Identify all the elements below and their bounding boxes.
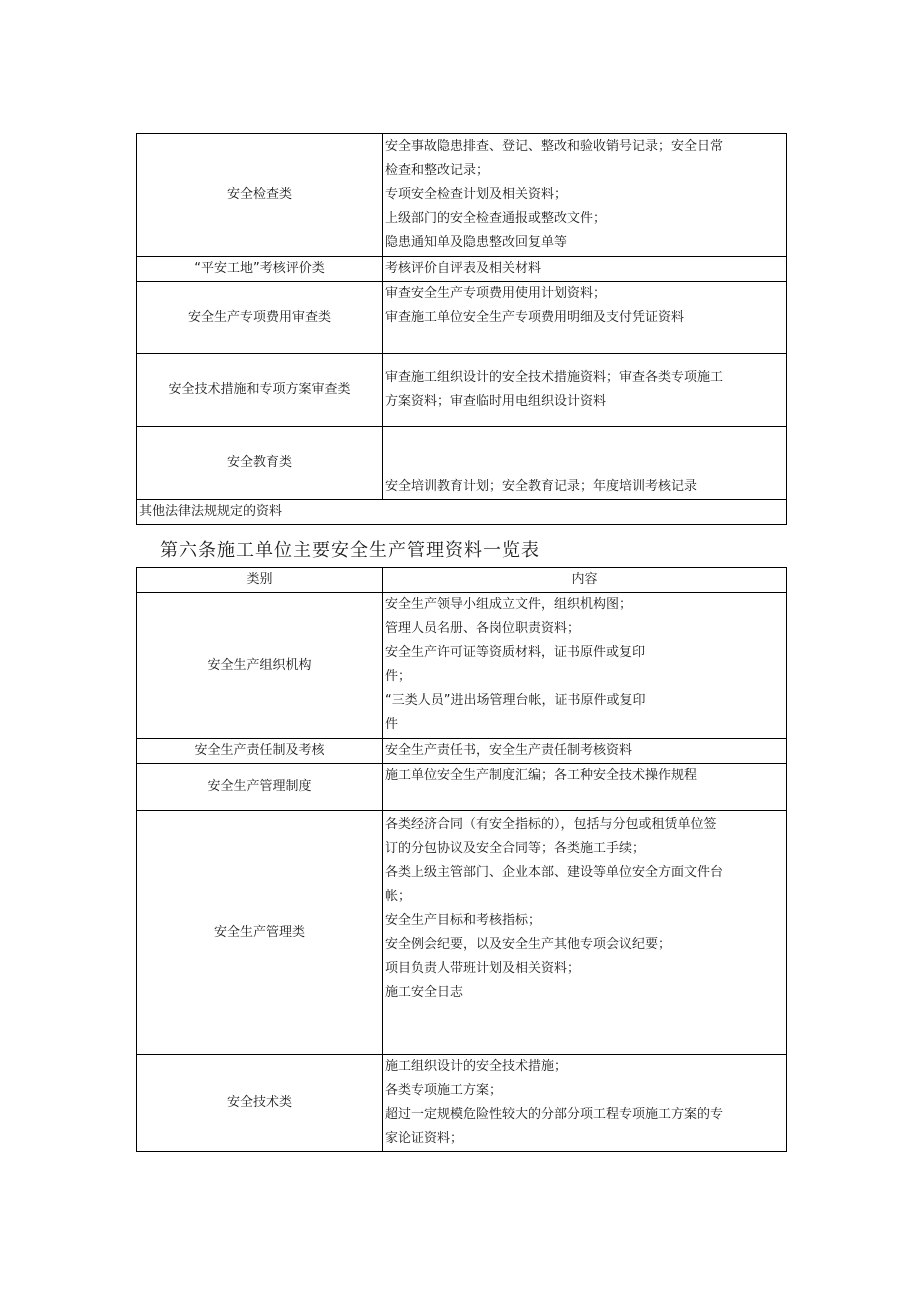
content-line: 检查和整改记录； — [385, 163, 490, 178]
content-cell — [383, 427, 787, 500]
content-line: 项目负责人带班计划及相关资料； — [385, 961, 581, 976]
content-line: 各类上级主管部门、企业本部、建设等单位安全方面文件台 — [385, 865, 724, 880]
table-header-row — [137, 568, 787, 593]
table-row — [137, 593, 787, 739]
content-line: 专项安全检查计划及相关资料； — [385, 187, 568, 202]
table-supervision-safety-records — [136, 133, 787, 525]
content-cell — [383, 739, 787, 764]
content-line: 件； — [385, 669, 412, 684]
content-line: 帐； — [385, 889, 412, 904]
column-header-category: 类别 — [137, 568, 383, 593]
category-cell: 安全教育类 — [137, 427, 383, 500]
content-cell — [383, 257, 787, 282]
content-line: 安全例会纪要，以及安全生产其他专项会议纪要； — [385, 937, 672, 952]
category-cell: 安全技术类 — [137, 1055, 383, 1152]
category-cell: 安全技术措施和专项方案审查类 — [137, 354, 383, 427]
content-cell — [383, 764, 787, 811]
category-cell: “平安工地”考核评价类 — [137, 257, 383, 282]
content-line: 上级部门的安全检查通报或整改文件； — [385, 211, 607, 226]
category-cell: 安全生产专项费用审查类 — [137, 282, 383, 354]
content-line: 施工单位安全生产制度汇编；各工种安全技术操作规程 — [385, 768, 698, 783]
table-row — [137, 1055, 787, 1152]
content-line: 件 — [385, 717, 399, 732]
content-cell — [383, 134, 787, 257]
content-line: 施工组织设计的安全技术措施； — [385, 1059, 568, 1074]
table-row — [137, 427, 787, 500]
content-line: 安全生产责任书，安全生产责任制考核资料 — [385, 743, 633, 758]
content-line: 审查施工组织设计的安全技术措施资料；审查各类专项施工 — [385, 370, 724, 385]
content-line: 施工安全日志 — [385, 985, 464, 1000]
table-row — [137, 134, 787, 257]
table-row — [137, 257, 787, 282]
table-row — [137, 739, 787, 764]
content-line: 订的分包协议及安全合同等；各类施工手续； — [385, 841, 646, 856]
table-row — [137, 500, 787, 525]
table-row — [137, 354, 787, 427]
column-header-content: 内容 — [383, 568, 787, 593]
footer-cell: 其他法律法规规定的资料 — [137, 500, 787, 525]
content-cell — [383, 1055, 787, 1152]
content-line: 安全生产许可证等资质材料，证书原件或复印 — [385, 645, 646, 660]
content-line: 家论证资料； — [385, 1131, 464, 1146]
content-line: 各类专项施工方案； — [385, 1083, 503, 1098]
content-cell — [383, 593, 787, 739]
content-line: 方案资料；审查临时用电组织设计资料 — [385, 394, 607, 409]
content-line: 安全培训教育计划；安全教育记录；年度培训考核记录 — [385, 479, 698, 494]
content-line: 审查安全生产专项费用使用计划资料； — [385, 286, 607, 301]
category-cell: 安全生产责任制及考核 — [137, 739, 383, 764]
category-cell: 安全生产管理制度 — [137, 764, 383, 811]
table-row — [137, 811, 787, 1055]
content-line: 超过一定规模危险性较大的分部分项工程专项施工方案的专 — [385, 1107, 724, 1122]
content-cell — [383, 354, 787, 427]
table-row — [137, 282, 787, 354]
content-cell — [383, 282, 787, 354]
content-line: “三类人员”进出场管理台帐，证书原件或复印 — [385, 693, 646, 708]
category-cell: 安全生产组织机构 — [137, 593, 383, 739]
content-line: 安全事故隐患排查、登记、整改和验收销号记录；安全日常 — [385, 139, 724, 154]
content-line: 考核评价自评表及相关材料 — [385, 261, 542, 276]
content-line: 管理人员名册、各岗位职责资料； — [385, 621, 581, 636]
content-line: 各类经济合同（有安全指标的），包括与分包或租赁单位签 — [385, 817, 717, 832]
table-contractor-safety-records — [136, 567, 787, 1152]
content-line: 隐患通知单及隐患整改回复单等 — [385, 235, 568, 250]
content-line: 安全生产领导小组成立文件，组织机构图； — [385, 597, 633, 612]
content-line: 安全生产目标和考核指标； — [385, 913, 542, 928]
content-cell — [383, 811, 787, 1055]
category-cell: 安全生产管理类 — [137, 811, 383, 1055]
section-heading: 第六条施工单位主要安全生产管理资料一览表 — [160, 540, 540, 561]
content-line: 审查施工单位安全生产专项费用明细及支付凭证资料 — [385, 310, 685, 325]
table-row — [137, 764, 787, 811]
category-cell: 安全检查类 — [137, 134, 383, 257]
